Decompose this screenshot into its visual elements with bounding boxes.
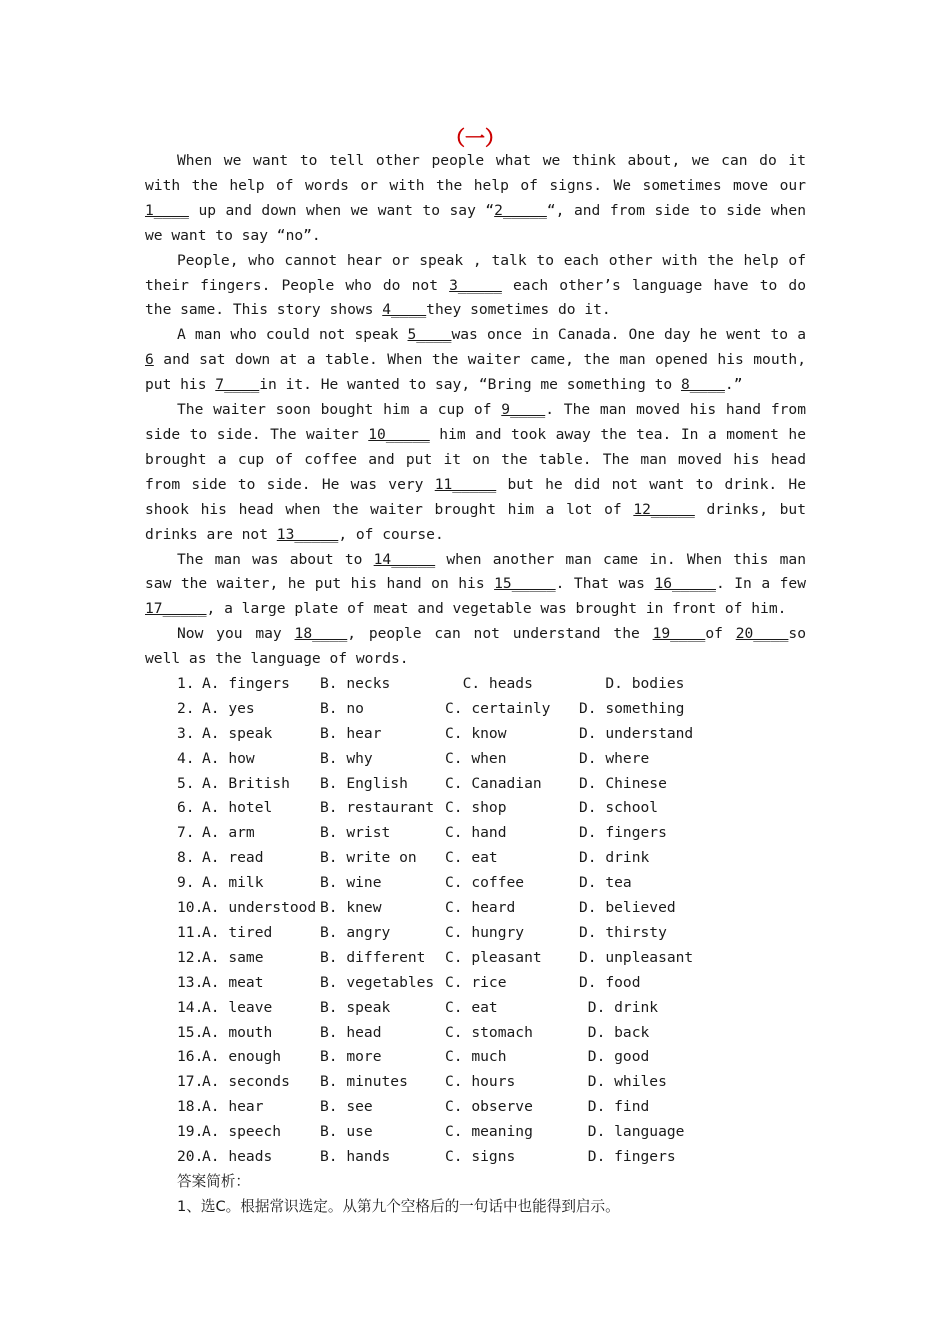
option-b: B. write on: [320, 849, 417, 867]
option-d: D. find: [579, 1098, 650, 1116]
option-a: A. read: [202, 849, 264, 867]
options-list: [145, 672, 806, 1170]
option-c: C. much: [445, 1048, 507, 1066]
passage-text: . The man moved his hand from side to side. The waiter: [145, 401, 806, 443]
option-d: D. good: [579, 1048, 650, 1066]
blank-number: 3_____: [449, 276, 502, 294]
answer-line-1: 1、选C。根据常识选定。从第九个空格后的一句话中也能得到启示。: [177, 1197, 620, 1215]
option-row: [145, 846, 806, 871]
option-b: B. different: [320, 948, 426, 966]
passage-text: so well as the language of words.: [145, 625, 806, 668]
option-row: [145, 1070, 806, 1095]
option-c: C. rice: [445, 973, 507, 991]
option-c: C. know: [445, 724, 507, 742]
blank-number: 1____: [145, 201, 189, 219]
option-a: A. leave: [202, 998, 273, 1016]
document-body: [145, 149, 806, 1220]
passage-paragraph: [145, 398, 806, 547]
option-d: D. school: [579, 799, 659, 817]
option-b: B. minutes: [320, 1073, 408, 1091]
passage-text: they sometimes do it.: [426, 301, 611, 319]
passage-paragraph: [145, 323, 806, 398]
option-c: C. observe: [445, 1098, 533, 1116]
option-row: [145, 821, 806, 846]
option-d: D. food: [579, 973, 641, 991]
blank-number: 15_____: [494, 575, 556, 593]
option-row: [145, 996, 806, 1021]
option-d: D. understand: [579, 724, 694, 742]
option-c: C. heads: [445, 675, 533, 693]
blank-number: 16_____: [654, 575, 716, 593]
question-number: 4.: [177, 749, 204, 767]
question-number: 3.: [177, 724, 204, 742]
passage-text: , people can not understand the: [347, 625, 653, 643]
option-d: D. whiles: [579, 1073, 667, 1091]
option-b: B. hands: [320, 1147, 391, 1165]
option-b: B. use: [320, 1123, 373, 1141]
blank-number: 20____: [735, 625, 789, 643]
passage-text: The man was about to: [177, 550, 374, 568]
option-a: A. speech: [202, 1123, 282, 1141]
option-a: A. heads: [202, 1147, 273, 1165]
option-b: B. vegetables: [320, 973, 435, 991]
option-c: C. Canadian: [445, 774, 542, 792]
passage-text: Now you may: [177, 625, 295, 643]
option-row: [145, 796, 806, 821]
option-d: D. language: [579, 1123, 685, 1141]
option-c: C. hungry: [445, 923, 525, 941]
passage-text: People, who cannot hear or speak , talk to each other with the help of their fingers. People who do not: [145, 251, 806, 294]
option-a: A. same: [202, 948, 264, 966]
blank-number: 10_____: [368, 425, 430, 443]
blank-number: 19____: [652, 625, 706, 643]
question-number: 8.: [177, 849, 204, 867]
blank-number: 6: [145, 351, 154, 369]
option-row: [145, 971, 806, 996]
passage-paragraph: [145, 149, 806, 249]
passage-paragraph: [145, 249, 806, 324]
option-b: B. knew: [320, 899, 382, 917]
question-number: 7.: [177, 824, 204, 842]
passage-text: in it. He wanted to say, “Bring me something to: [259, 376, 681, 394]
question-number: 17.: [177, 1073, 204, 1091]
blank-number: 4____: [382, 301, 427, 319]
option-row: [145, 672, 806, 697]
question-number: 18.: [177, 1098, 204, 1116]
passage-text: When we want to tell other people what we think about, we can do it with the help of words or with the help of signs. We sometimes move our: [145, 152, 806, 194]
option-d: D. drink: [579, 849, 650, 867]
option-row: [145, 896, 806, 921]
option-b: B. why: [320, 749, 373, 767]
option-row: [145, 1045, 806, 1070]
option-b: B. see: [320, 1098, 373, 1116]
option-c: C. certainly: [445, 699, 551, 717]
passage-text: . That was: [555, 575, 655, 593]
option-d: D. back: [579, 1023, 650, 1041]
option-a: A. meat: [202, 973, 264, 991]
option-row: [145, 722, 806, 747]
question-number: 16.: [177, 1048, 204, 1066]
blank-number: 14_____: [373, 550, 436, 568]
option-a: A. speak: [202, 724, 273, 742]
question-number: 14.: [177, 998, 204, 1016]
option-c: C. hours: [445, 1073, 516, 1091]
option-row: [145, 772, 806, 797]
option-row: [145, 1021, 806, 1046]
passage-text: and sat down at a table. When the waiter came, the man opened his mouth, put his: [145, 351, 806, 394]
option-c: C. eat: [445, 849, 498, 867]
passage-text: drinks, but drinks are not: [145, 500, 806, 543]
option-c: C. heard: [445, 899, 516, 917]
option-row: [145, 1095, 806, 1120]
option-row: [145, 871, 806, 896]
passage-paragraph: [145, 622, 806, 672]
option-a: A. yes: [202, 699, 255, 717]
passage: [145, 149, 806, 672]
question-number: 12.: [177, 948, 204, 966]
option-b: B. angry: [320, 923, 391, 941]
question-number: 13.: [177, 973, 204, 991]
question-number: 2.: [177, 699, 204, 717]
blank-number: 9____: [501, 401, 546, 419]
blank-number: 18____: [294, 625, 348, 643]
passage-text: , a large plate of meat and vegetable was brought in front of him.: [206, 600, 787, 618]
option-b: B. necks: [320, 675, 391, 693]
question-number: 20.: [177, 1147, 204, 1165]
option-d: D. fingers: [579, 1147, 676, 1165]
passage-text: was once in Canada. One day he went to a: [451, 326, 806, 344]
option-b: B. no: [320, 699, 364, 717]
passage-text: , of course.: [338, 525, 444, 543]
option-a: A. enough: [202, 1048, 282, 1066]
passage-paragraph: [145, 548, 806, 623]
question-number: 1.: [177, 675, 204, 693]
option-a: A. fingers: [202, 675, 290, 693]
passage-text: him and took away the tea. In a moment he brought a cup of coffee and put it on the table. The man moved his head from side to side. He was very: [145, 425, 806, 493]
answer-heading: 答案简析：: [177, 1172, 250, 1190]
question-number: 9.: [177, 874, 204, 892]
option-d: D. where: [579, 749, 650, 767]
blank-number: 8____: [680, 376, 725, 394]
option-row: [145, 1120, 806, 1145]
option-c: C. stomach: [445, 1023, 533, 1041]
option-c: C. signs: [445, 1147, 516, 1165]
option-c: C. pleasant: [445, 948, 542, 966]
option-d: D. fingers: [579, 824, 667, 842]
option-b: B. wrist: [320, 824, 391, 842]
passage-text: when another man came in. When this man saw the waiter, he put his hand on his: [145, 550, 806, 593]
option-a: A. tired: [202, 923, 273, 941]
option-a: A. how: [202, 749, 255, 767]
option-c: C. hand: [445, 824, 507, 842]
question-number: 15.: [177, 1023, 204, 1041]
option-a: A. British: [202, 774, 290, 792]
question-number: 5.: [177, 774, 204, 792]
option-c: C. coffee: [445, 874, 525, 892]
option-a: A. hear: [202, 1098, 264, 1116]
passage-text: up and down when we want to say “: [188, 201, 495, 219]
passage-text: . In a few: [715, 575, 806, 593]
option-c: C. shop: [445, 799, 507, 817]
option-a: A. milk: [202, 874, 264, 892]
option-d: D. something: [579, 699, 685, 717]
option-a: A. mouth: [202, 1023, 273, 1041]
option-d: D. thirsty: [579, 923, 667, 941]
option-row: [145, 946, 806, 971]
passage-text: A man who could not speak: [177, 326, 408, 344]
option-row: [145, 747, 806, 772]
option-d: D. bodies: [579, 675, 685, 693]
blank-number: 17_____: [145, 600, 207, 618]
option-row: [145, 921, 806, 946]
option-a: A. understood: [202, 899, 317, 917]
option-a: A. arm: [202, 824, 255, 842]
option-b: B. head: [320, 1023, 382, 1041]
passage-text: The waiter soon bought him a cup of: [177, 401, 502, 419]
passage-text: of: [705, 625, 736, 643]
option-d: D. drink: [579, 998, 659, 1016]
question-number: 11.: [177, 923, 204, 941]
option-row: [145, 697, 806, 722]
option-b: B. wine: [320, 874, 382, 892]
question-number: 19.: [177, 1123, 204, 1141]
option-d: D. believed: [579, 899, 676, 917]
option-row: [145, 1145, 806, 1170]
option-d: D. unpleasant: [579, 948, 694, 966]
blank-number: 11_____: [434, 475, 497, 493]
passage-text: “, and from side to side when we want to say “no”.: [145, 201, 806, 244]
blank-number: 2_____: [494, 201, 547, 219]
question-number: 10.: [177, 899, 204, 917]
option-c: C. eat: [445, 998, 498, 1016]
passage-text: .”: [724, 376, 743, 394]
option-d: D. tea: [579, 874, 632, 892]
page-title: （一）: [445, 126, 505, 150]
option-b: B. speak: [320, 998, 391, 1016]
option-b: B. more: [320, 1048, 382, 1066]
option-c: C. when: [445, 749, 507, 767]
option-d: D. Chinese: [579, 774, 667, 792]
option-a: A. hotel: [202, 799, 273, 817]
blank-number: 7____: [215, 376, 260, 394]
option-a: A. seconds: [202, 1073, 290, 1091]
option-b: B. hear: [320, 724, 382, 742]
question-number: 6.: [177, 799, 204, 817]
option-b: B. restaurant: [320, 799, 435, 817]
passage-text: each other’s language have to do the same. This story shows: [145, 276, 806, 319]
blank-number: 13_____: [276, 525, 339, 543]
option-b: B. English: [320, 774, 408, 792]
blank-number: 5____: [407, 326, 452, 344]
option-c: C. meaning: [445, 1123, 533, 1141]
passage-text: but he did not want to drink. He shook his head when the waiter brought him a lot of: [145, 475, 806, 518]
blank-number: 12_____: [633, 500, 695, 518]
